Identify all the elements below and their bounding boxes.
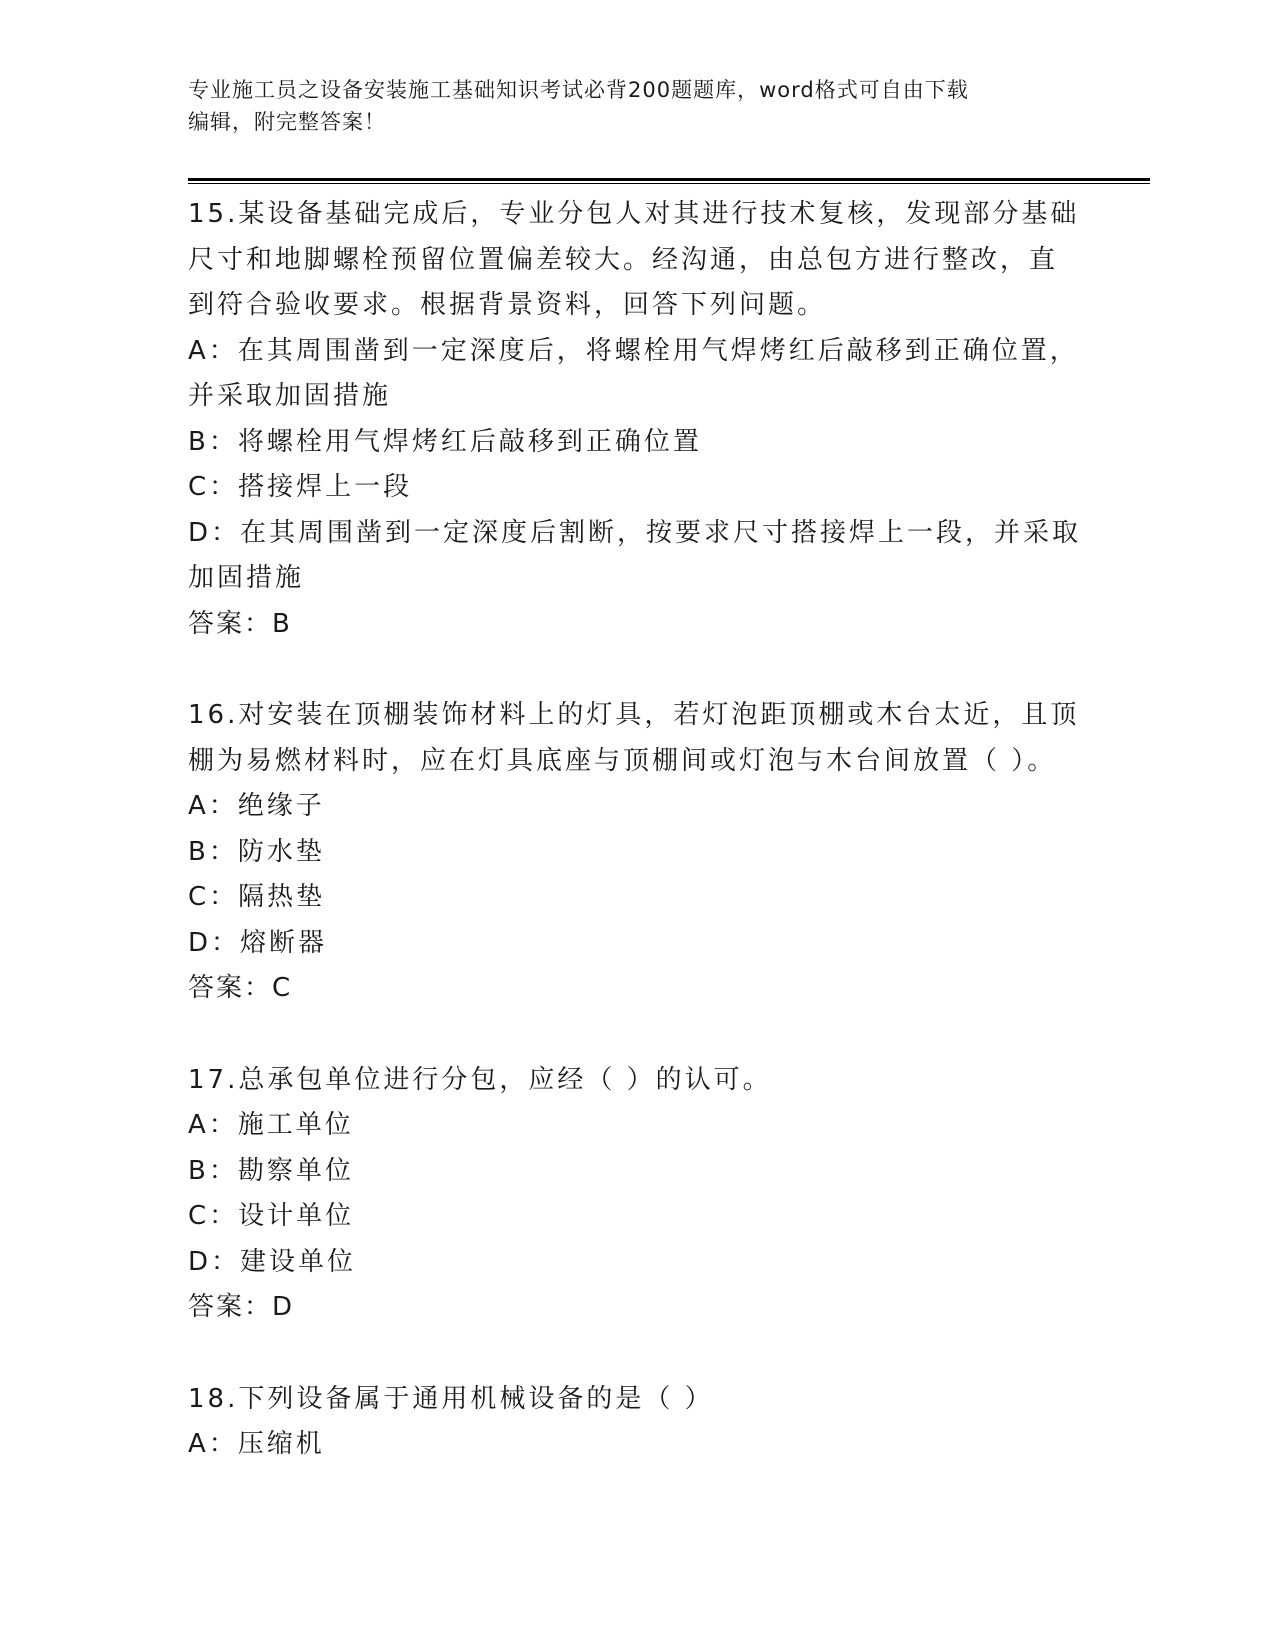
question-list bbox=[188, 192, 1088, 1514]
header-line-2: 编辑，附完整答案！ bbox=[188, 110, 386, 134]
option-a: A：施工单位 bbox=[188, 1110, 354, 1140]
question-17 bbox=[188, 1058, 1088, 1331]
option-b: B：防水垫 bbox=[188, 836, 325, 867]
option-b: B：勘察单位 bbox=[188, 1155, 354, 1186]
header-line-1: 专业施工员之设备安装施工基础知识考试必背200题题库，word格式可自由下载 bbox=[188, 78, 969, 102]
header-divider-thin bbox=[188, 183, 1150, 184]
option-d-continued: 加固措施 bbox=[188, 563, 305, 593]
answer: 答案：C bbox=[188, 973, 293, 1003]
option-d: D：熔断器 bbox=[188, 927, 328, 958]
option-a: A：绝缘子 bbox=[188, 791, 325, 821]
question-15 bbox=[188, 192, 1088, 647]
question-18 bbox=[188, 1377, 1088, 1468]
option-d: D：建设单位 bbox=[188, 1246, 357, 1277]
question-text: 17.总承包单位进行分包，应经（ ）的认可。 bbox=[188, 1064, 772, 1095]
question-text: 尺寸和地脚螺栓预留位置偏差较大。经沟通，由总包方进行整改，直 bbox=[188, 244, 1059, 275]
option-a: A：压缩机 bbox=[188, 1429, 325, 1459]
question-text: 18.下列设备属于通用机械设备的是（ ） bbox=[188, 1383, 714, 1414]
answer: 答案：B bbox=[188, 608, 292, 639]
question-16 bbox=[188, 693, 1088, 1012]
option-a: A：在其周围凿到一定深度后，将螺栓用气焊烤红后敲移到正确位置， bbox=[188, 335, 1079, 366]
answer: 答案：D bbox=[188, 1292, 295, 1322]
question-text: 到符合验收要求。根据背景资料，回答下列问题。 bbox=[188, 290, 827, 320]
question-text: 棚为易燃材料时，应在灯具底座与顶棚间或灯泡与木台间放置（ ）。 bbox=[188, 745, 1057, 776]
header-divider-thick bbox=[188, 178, 1150, 181]
option-c: C：设计单位 bbox=[188, 1201, 355, 1231]
option-c: C：搭接焊上一段 bbox=[188, 472, 413, 502]
option-c: C：隔热垫 bbox=[188, 882, 326, 912]
option-a-continued: 并采取加固措施 bbox=[188, 381, 392, 411]
option-b: B：将螺栓用气焊烤红后敲移到正确位置 bbox=[188, 426, 702, 457]
document-header bbox=[188, 74, 1088, 138]
option-d: D：在其周围凿到一定深度后割断，按要求尺寸搭接焊上一段，并采取 bbox=[188, 517, 1082, 548]
question-text: 16.对安装在顶棚装饰材料上的灯具，若灯泡距顶棚或木台太近，且顶 bbox=[188, 700, 1080, 730]
question-text: 15.某设备基础完成后，专业分包人对其进行技术复核，发现部分基础 bbox=[188, 199, 1080, 229]
